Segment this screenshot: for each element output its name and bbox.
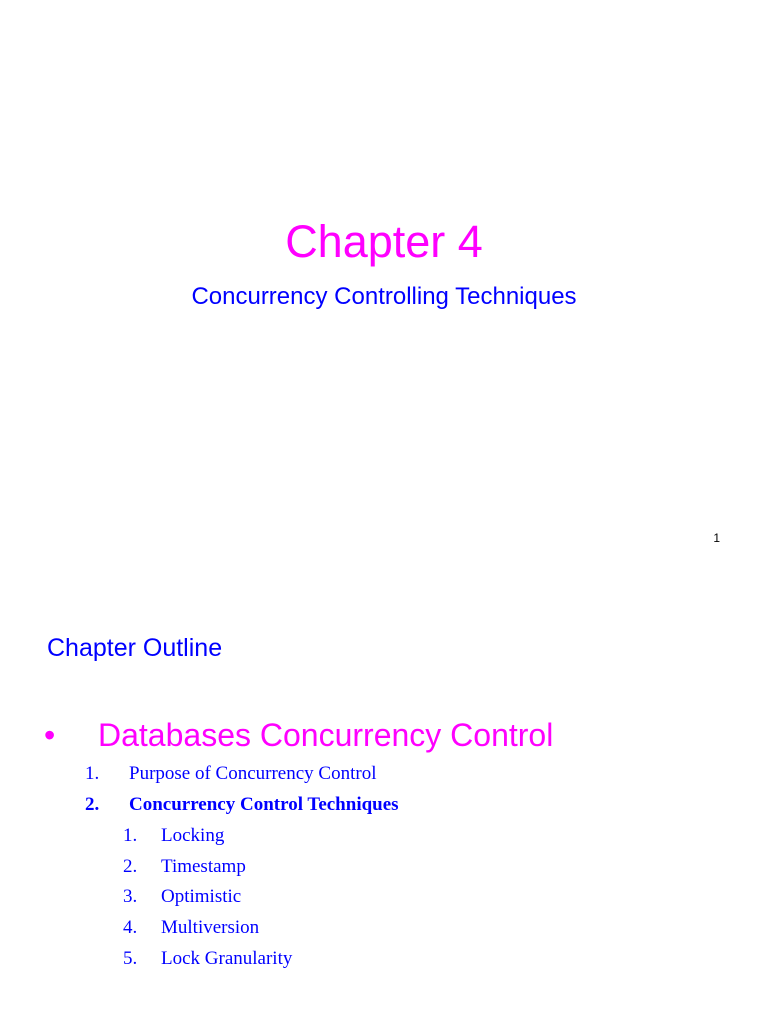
- page-number: 1: [713, 531, 720, 545]
- list-number: 1.: [85, 763, 100, 784]
- list-label: Lock Granularity: [161, 948, 293, 969]
- list-number: 2.: [85, 794, 100, 815]
- list-number: 4.: [123, 917, 138, 938]
- list-number: 1.: [123, 825, 138, 846]
- section-title: Databases Concurrency Control: [98, 717, 554, 753]
- list-label: Multiversion: [161, 917, 260, 938]
- outline-heading: Chapter Outline: [47, 634, 223, 662]
- list-number: 2.: [123, 856, 138, 877]
- list-label: Locking: [161, 825, 225, 846]
- list-label: Concurrency Control Techniques: [129, 794, 399, 815]
- slide-outline: [0, 576, 768, 1024]
- list-label: Timestamp: [161, 856, 246, 877]
- list-number: 5.: [123, 948, 138, 969]
- bullet-marker: •: [44, 717, 56, 753]
- list-label: Purpose of Concurrency Control: [129, 763, 377, 784]
- chapter-title: Chapter 4: [285, 216, 483, 267]
- list-number: 3.: [123, 886, 138, 907]
- chapter-subtitle: Concurrency Controlling Techniques: [191, 283, 577, 310]
- list-label: Optimistic: [161, 886, 242, 907]
